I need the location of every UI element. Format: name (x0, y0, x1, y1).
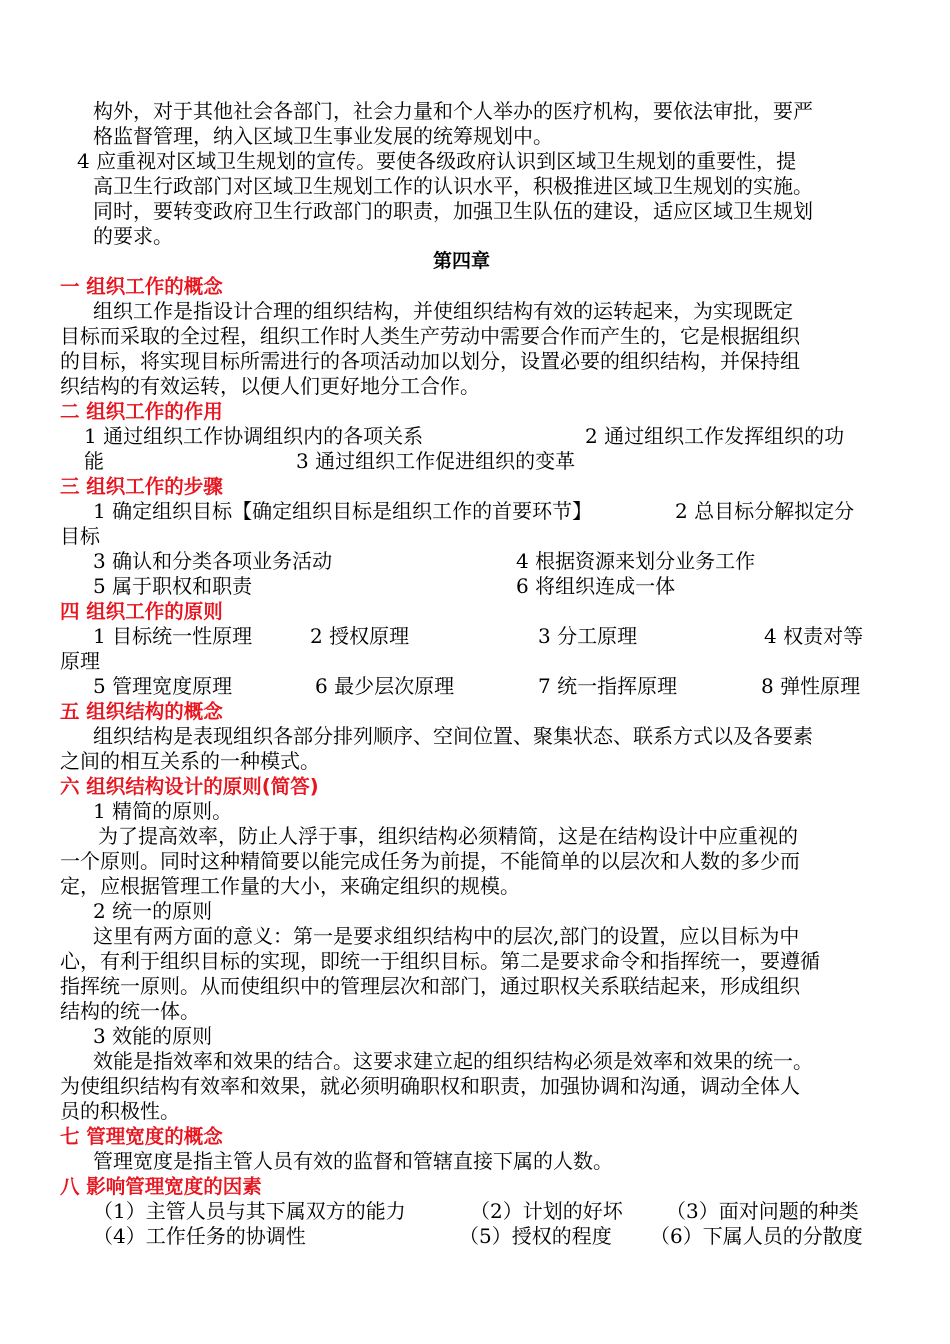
list-item: 能 (84, 449, 104, 473)
list-item: 3 分工原理 (538, 624, 638, 648)
list-item: 4 权责对等 (764, 624, 864, 648)
paragraph-line: 为了提高效率，防止人浮于事，组织结构必须精简，这是在结构设计中应重视的 (98, 824, 798, 848)
list-item: 2 授权原理 (310, 624, 410, 648)
intro-line: 的要求。 (93, 224, 173, 248)
list-item: （1）主管人员与其下属双方的能力 (93, 1199, 406, 1223)
list-item: 3 确认和分类各项业务活动 (93, 549, 333, 573)
paragraph-line: 定，应根据管理工作量的大小，来确定组织的规模。 (60, 874, 520, 898)
list-item: 6 最少层次原理 (315, 674, 455, 698)
paragraph-line: 员的积极性。 (60, 1099, 180, 1123)
list-item: 1 确定组织目标【确定组织目标是组织工作的首要环节】 (93, 499, 593, 523)
paragraph-line: 心，有利于组织目标的实现，即统一于组织目标。第二是要求命令和指挥统一，要遵循 (60, 949, 820, 973)
list-item: 5 属于职权和职责 (93, 574, 253, 598)
section-heading: 二 组织工作的作用 (60, 400, 223, 423)
section-heading: 一 组织工作的概念 (60, 275, 223, 298)
paragraph-line: 结构的统一体。 (60, 999, 200, 1023)
intro-line: 高卫生行政部门对区域卫生规划工作的认识水平，积极推进区域卫生规划的实施。 (93, 174, 813, 198)
list-item: 5 管理宽度原理 (93, 674, 233, 698)
paragraph-line: 组织工作是指设计合理的组织结构，并使组织结构有效的运转起来，为实现既定 (93, 299, 793, 323)
paragraph-line: 管理宽度是指主管人员有效的监督和管辖直接下属的人数。 (93, 1149, 613, 1173)
intro-point-4: 4 应重视对区域卫生规划的宣传。要使各级政府认识到区域卫生规划的重要性，提 (77, 149, 797, 173)
subsection-title: 3 效能的原则 (93, 1024, 213, 1048)
section-heading: 四 组织工作的原则 (60, 600, 223, 623)
subsection-title: 1 精简的原则。 (93, 799, 233, 823)
list-item: 目标 (60, 524, 100, 548)
paragraph-line: 为使组织结构有效率和效果，就必须明确职权和职责，加强协调和沟通，调动全体人 (60, 1074, 800, 1098)
paragraph-line: 这里有两方面的意义：第一是要求组织结构中的层次,部门的设置，应以目标为中 (93, 924, 800, 948)
list-item: 2 总目标分解拟定分 (675, 499, 855, 523)
paragraph-line: 组织结构是表现组织各部分排列顺序、空间位置、聚集状态、联系方式以及各要素 (93, 724, 813, 748)
list-item: 1 通过组织工作协调组织内的各项关系 (84, 424, 424, 448)
list-item: 原理 (60, 649, 100, 673)
paragraph-line: 指挥统一原则。从而使组织中的管理层次和部门，通过职权关系联结起来，形成组织 (60, 974, 800, 998)
subsection-title: 2 统一的原则 (93, 899, 213, 923)
paragraph-line: 效能是指效率和效果的结合。这要求建立起的组织结构必须是效率和效果的统一。 (93, 1049, 813, 1073)
section-heading: 六 组织结构设计的原则(简答) (60, 775, 319, 798)
list-item: 4 根据资源来划分业务工作 (516, 549, 756, 573)
paragraph-line: 目标而采取的全过程，组织工作时人类生产劳动中需要合作而产生的，它是根据组织 (60, 324, 800, 348)
list-item: 1 目标统一性原理 (93, 624, 253, 648)
intro-line: 构外，对于其他社会各部门，社会力量和个人举办的医疗机构，要依法审批，要严 (93, 99, 813, 123)
chapter-title: 第四章 (433, 250, 491, 272)
list-item: （3）面对问题的种类 (666, 1199, 859, 1223)
list-item: （4）工作任务的协调性 (93, 1224, 306, 1248)
list-item: （6）下属人员的分散度 (650, 1224, 863, 1248)
paragraph-line: 织结构的有效运转，以便人们更好地分工合作。 (60, 374, 480, 398)
section-heading: 七 管理宽度的概念 (60, 1125, 223, 1148)
section-heading: 三 组织工作的步骤 (60, 475, 223, 498)
list-item: （5）授权的程度 (459, 1224, 612, 1248)
list-item: 6 将组织连成一体 (516, 574, 676, 598)
paragraph-line: 的目标，将实现目标所需进行的各项活动加以划分，设置必要的组织结构，并保持组 (60, 349, 800, 373)
list-item: 7 统一指挥原理 (538, 674, 678, 698)
section-heading: 五 组织结构的概念 (60, 700, 223, 723)
section-heading: 八 影响管理宽度的因素 (60, 1175, 262, 1198)
paragraph-line: 之间的相互关系的一种模式。 (60, 749, 320, 773)
list-item: （2）计划的好坏 (470, 1199, 623, 1223)
paragraph-line: 一个原则。同时这种精简要以能完成任务为前提，不能简单的以层次和人数的多少而 (60, 849, 800, 873)
list-item: 8 弹性原理 (761, 674, 861, 698)
list-item: 3 通过组织工作促进组织的变革 (296, 449, 576, 473)
intro-line: 格监督管理，纳入区域卫生事业发展的统筹规划中。 (93, 124, 553, 148)
intro-line: 同时，要转变政府卫生行政部门的职责，加强卫生队伍的建设，适应区域卫生规划 (93, 199, 813, 223)
list-item: 2 通过组织工作发挥组织的功 (585, 424, 845, 448)
